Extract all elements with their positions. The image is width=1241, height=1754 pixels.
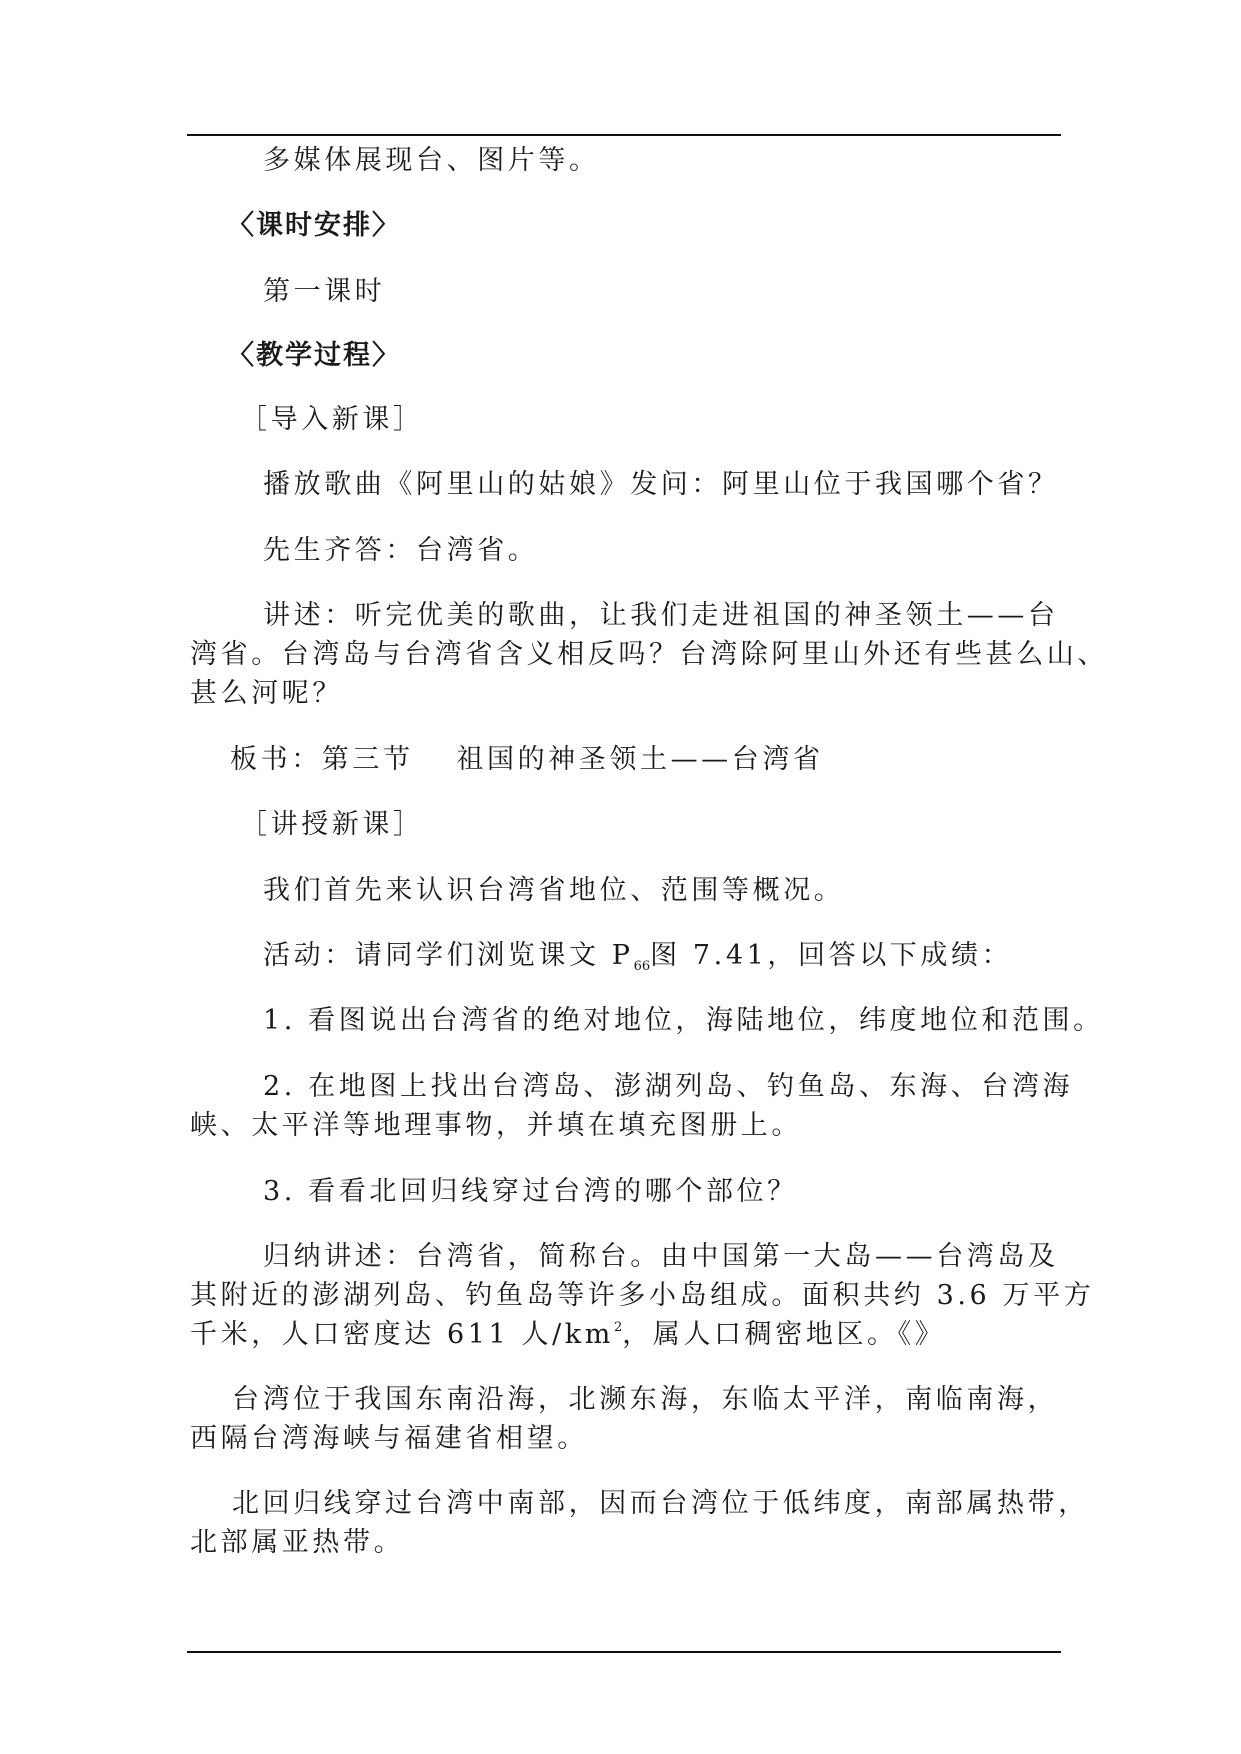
- density-text-cont: ，属人口稠密地区。《》: [622, 1319, 946, 1350]
- paragraph-line: 台湾位于我国东南沿海，北濒东海，东临太平洋，南临南海，: [232, 1384, 1059, 1415]
- paragraph-line: 其附近的澎湖列岛、钓鱼岛等许多小岛组成。面积共约 3.6 万平方: [190, 1280, 1095, 1311]
- paragraph-line: 多媒体展现台、图片等。: [263, 145, 600, 176]
- list-item: 1. 看图说出台湾省的绝对地位，海陆地位，纬度地位和范围。: [263, 1005, 1104, 1036]
- paragraph-line: 北部属亚热带。: [190, 1527, 405, 1558]
- paragraph-line: 我们首先来认识台湾省地位、范围等概况。: [263, 875, 845, 906]
- activity-text: 活动：请同学们浏览课文 P: [263, 940, 634, 971]
- subsection-heading-intro: ［导入新课］: [240, 404, 424, 435]
- section-heading-schedule: 〈课时安排〉: [227, 210, 401, 241]
- unit-superscript: 2: [613, 1320, 623, 1335]
- footer-rule: [187, 1651, 1061, 1653]
- paragraph-line: 第一课时: [263, 276, 386, 307]
- list-item: 峡、太平洋等地理事物，并填在填充图册上。: [190, 1110, 802, 1141]
- blackboard-line: 板书：第三节 祖国的神圣领土——台湾省: [230, 744, 824, 775]
- paragraph-line: 归纳讲述：台湾省，简称台。由中国第一大岛——台湾岛及: [263, 1241, 1059, 1272]
- page-number-subscript: 66: [633, 959, 651, 974]
- paragraph-line: 播放歌曲《阿里山的姑娘》发问：阿里山位于我国哪个省？: [263, 469, 1059, 500]
- section-heading-process: 〈教学过程〉: [227, 340, 401, 371]
- paragraph-line: 甚么河呢？: [190, 678, 343, 709]
- list-item: 3. 看看北回归线穿过台湾的哪个部位？: [263, 1176, 798, 1207]
- list-item: 2. 在地图上找出台湾岛、澎湖列岛、钓鱼岛、东海、台湾海: [263, 1071, 1074, 1102]
- subsection-heading-new-lesson: ［讲授新课］: [240, 809, 424, 840]
- header-rule: [187, 134, 1061, 136]
- paragraph-line: 北回归线穿过台湾中南部，因而台湾位于低纬度，南部属热带，: [232, 1488, 1089, 1519]
- paragraph-line: 湾省。台湾岛与台湾省含义相反吗？台湾除阿里山外还有些甚么山、: [190, 639, 1108, 670]
- paragraph-line: 先生齐答：台湾省。: [263, 535, 539, 566]
- paragraph-line: 西隔台湾海峡与福建省相望。: [190, 1423, 588, 1454]
- paragraph-line: 讲述：听完优美的歌曲，让我们走进祖国的神圣领土——台: [263, 600, 1059, 631]
- activity-text-cont: 图 7.41，回答以下成绩：: [650, 940, 1013, 971]
- activity-line: [263, 942, 1012, 973]
- density-text: 千米，人口密度达 611 人/km: [190, 1319, 614, 1350]
- paragraph-line: [190, 1321, 945, 1348]
